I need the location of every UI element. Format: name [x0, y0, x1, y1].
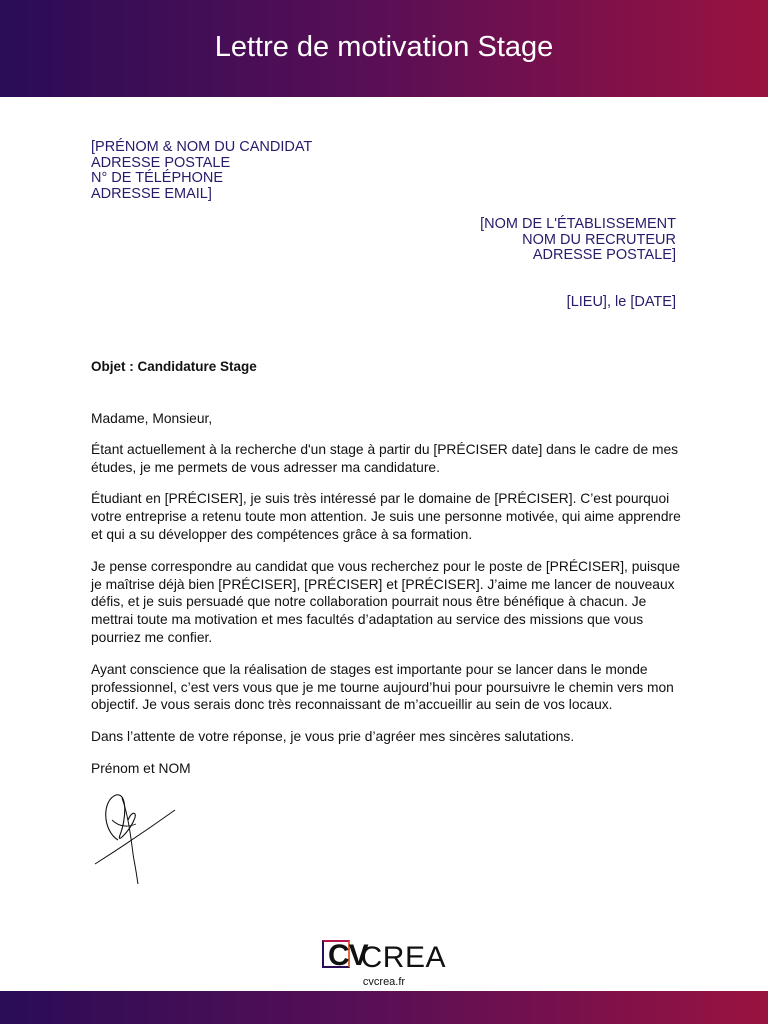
footer-band	[0, 991, 768, 1024]
logo-mark	[322, 939, 368, 974]
signature-icon	[92, 790, 182, 886]
sender-phone-line: N° DE TÉLÉPHONE	[91, 170, 224, 186]
recipient-postal-line: ADRESSE POSTALE]	[532, 247, 676, 263]
sender-address-block	[91, 140, 312, 202]
sender-name-line: [PRÉNOM & NOM DU CANDIDAT	[91, 139, 313, 155]
paragraph: Ayant conscience que la réalisation de stages est importante pour se lancer dans le monde professionnel, c’est vers vous que je me tourne aujourd’hui pour poursuivre le chemin vers mon objectif. Je vous serais donc très reconnaissant de m’accueillir au sein de vos locaux.	[91, 661, 674, 713]
site-url: cvcrea.fr	[362, 976, 406, 988]
header-band	[0, 0, 768, 97]
paragraph: Dans l’attente de votre réponse, je vous prie d’agréer mes sincères salutations.	[91, 729, 575, 745]
logo-cv-text: CV	[328, 939, 368, 972]
recipient-company-line: [NOM DE L'ÉTABLISSEMENT	[480, 216, 676, 232]
paragraph: Je pense correspondre au candidat que vous recherchez pour le poste de [PRÉCISER], puisque je maîtrise déjà bien [PRÉCISER], [PRÉCISER] et [PRÉCISER]. J’aime me lancer de nouveaux défis, et je suis persuadé que notre collaboration pourrait nous être bénéfique à chacun. Je mettrai toute ma motivation et mes facultés d’adaptation au service des missions que vous pourriez me confier.	[91, 558, 681, 645]
recipient-recruiter-line: NOM DU RECRUTEUR	[522, 231, 676, 248]
paragraph: Étudiant en [PRÉCISER], je suis très intéressé par le domaine de [PRÉCISER]. C’est pourquoi votre entreprise a retenu toute mon attention. Je suis une personne motivée, qui aime apprendre et qui a su développer des compétences grâce à sa formation.	[91, 491, 681, 542]
place-date: [LIEU], le [DATE]	[566, 294, 676, 310]
sender-email-line: ADRESSE EMAIL]	[91, 185, 212, 202]
sender-postal-line: ADRESSE POSTALE	[91, 154, 231, 171]
greeting: Madame, Monsieur,	[91, 411, 213, 426]
recipient-address-block	[480, 217, 676, 264]
logo-crea-text: CREA	[360, 941, 446, 974]
page-title: Lettre de motivation Stage	[214, 31, 554, 63]
closing-name: Prénom et NOM	[91, 760, 191, 776]
cvcrea-logo	[322, 938, 446, 976]
letter-body	[91, 410, 681, 792]
letter-subject: Objet : Candidature Stage	[91, 359, 257, 374]
paragraph: Étant actuellement à la recherche d'un stage à partir du [PRÉCISER date] dans le cadre de mes études, je me permets de vous adresser ma candidature.	[91, 441, 679, 475]
